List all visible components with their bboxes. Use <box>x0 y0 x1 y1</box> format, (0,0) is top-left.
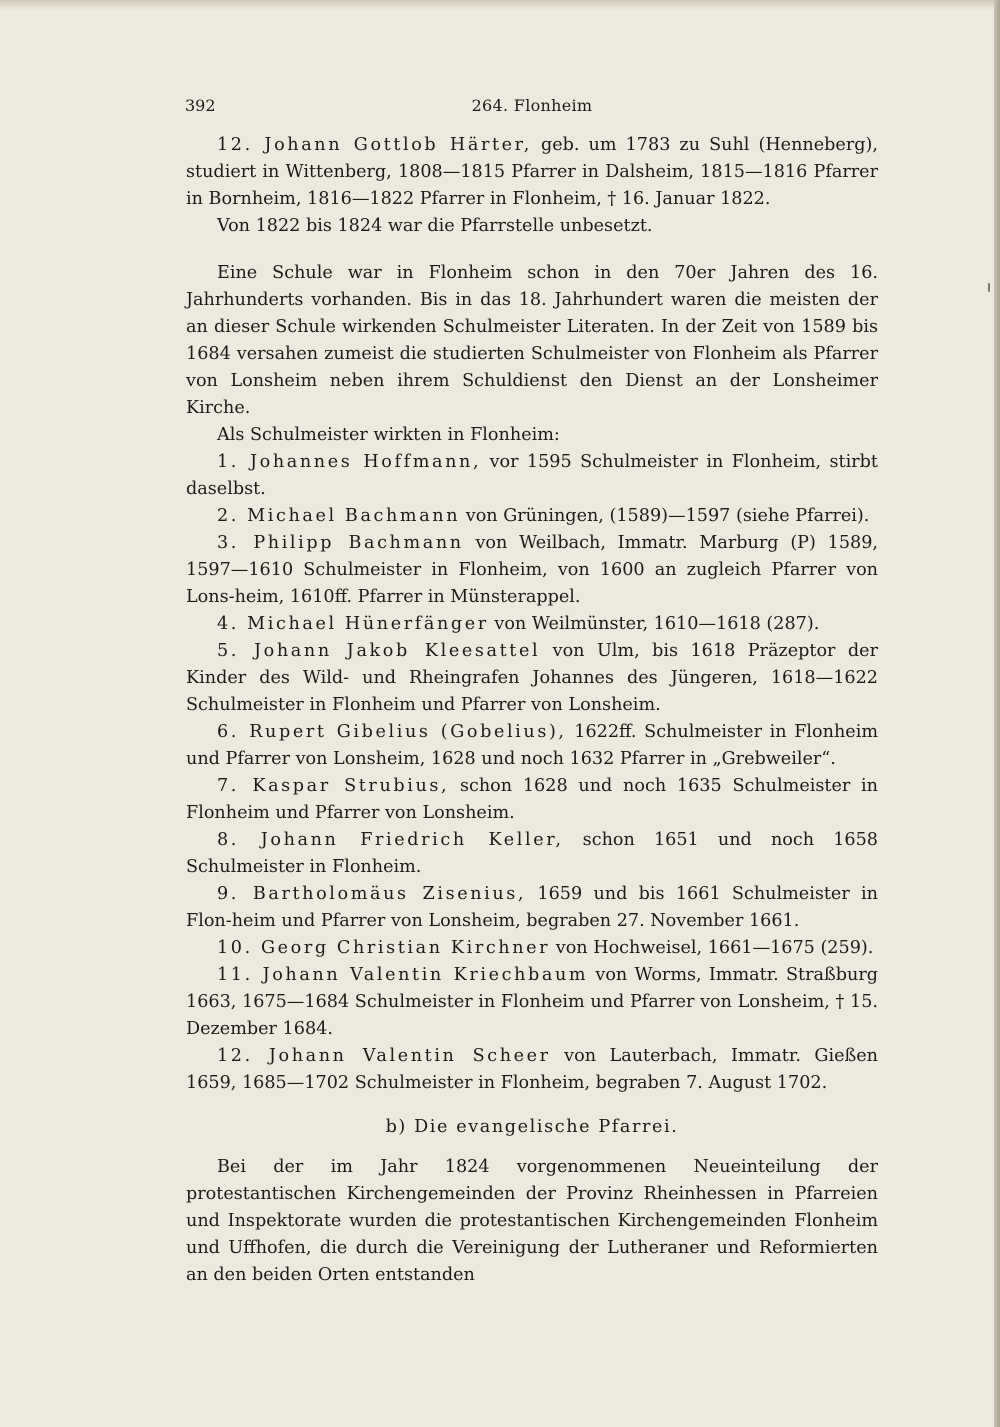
teacher-text: von Ulm, bis 1618 Präzeptor der Kinder des Wild- und Rheingrafen Johannes des Jüngeren, 1618—1622 Schulmeister in Flonheim und Pfarrer von Lonsheim. <box>186 641 878 715</box>
list-item <box>186 962 878 1043</box>
page-top-shadow <box>0 0 994 10</box>
teacher-name: 11. Johann Valentin Kriechbaum <box>217 965 589 985</box>
teachers-list <box>186 449 878 1097</box>
list-item <box>186 935 878 962</box>
list-item <box>186 719 878 773</box>
teacher-text: von Hochweisel, 1661—1675 (259). <box>550 938 874 958</box>
school-intro: Eine Schule war in Flonheim schon in den 70er Jahren des 16. Jahrhunderts vorhanden. Bis in das 18. Jahrhundert waren die meisten der an dieser Schule wirkenden Schulmeister Literaten. In der Zeit von 1589 bis 1684 versahen zumeist die studierten Schulmeister von Flonheim als Pfarrer von Lonsheim neben ihrem Schuldienst den Dienst an der Lonsheimer Kirche. <box>186 263 878 418</box>
section-heading: b) Die evangelische Pfarrei. <box>385 1117 679 1137</box>
teacher-name: 10. Georg Christian Kirchner <box>217 938 551 958</box>
teacher-name: 12. Johann Valentin Scheer <box>217 1046 551 1066</box>
teacher-text: von Grüningen, (1589)—1597 (siehe Pfarrei). <box>460 506 870 526</box>
teacher-name: 9. Bartholomäus Zisenius, <box>217 884 527 904</box>
teacher-name: 5. Johann Jakob Kleesattel <box>217 641 541 661</box>
teacher-text: schon 1628 und noch 1635 Schulmeister in Flonheim und Pfarrer von Lonsheim. <box>186 776 878 823</box>
teacher-text: 1622ff. Schulmeister in Flonheim und Pfarrer von Lonsheim, 1628 und noch 1632 Pfarrer in „Grebweiler“. <box>186 722 879 769</box>
running-title: 264. Flonheim <box>471 96 593 115</box>
pastor-entry <box>186 132 878 213</box>
teacher-text: von Lauterbach, Immatr. Gießen 1659, 1685—1702 Schulmeister in Flonheim, begraben 7. August 1702. <box>186 1046 878 1093</box>
teacher-name: 1. Johannes Hoffmann, <box>217 452 482 472</box>
teachers-heading: Als Schulmeister wirkten in Flonheim: <box>217 425 560 445</box>
vacancy-note: Von 1822 bis 1824 war die Pfarrstelle unbesetzt. <box>217 216 653 236</box>
teacher-name: 7. Kaspar Strubius, <box>217 776 450 796</box>
teacher-text: von Weilmünster, 1610—1618 (287). <box>488 614 820 634</box>
teacher-text: schon 1651 und noch 1658 Schulmeister in Flonheim. <box>186 830 878 877</box>
pastor-text: geb. um 1783 zu Suhl (Henneberg), studiert in Wittenberg, 1808—1815 Pfarrer in Dalsheim, 1815—1816 Pfarrer in Bornheim, 1816—1822 Pfarrer in Flonheim, † 16. Januar 1822. <box>186 135 878 209</box>
list-item <box>186 1043 878 1097</box>
teacher-text: von Worms, Immatr. Straßburg 1663, 1675—1684 Schulmeister in Flonheim und Pfarrer von Lonsheim, † 15. Dezember 1684. <box>186 965 879 1039</box>
page-content <box>186 92 878 1289</box>
teacher-name: 4. Michael Hünerfänger <box>217 614 489 634</box>
section-body: Bei der im Jahr 1824 vorgenommenen Neueinteilung der protestantischen Kirchengemeinden der Provinz Rheinhessen in Pfarreien und Inspektorate wurden die protestantischen Kirchengemeinden Flonheim und Uffhofen, die durch die Vereinigung der Lutheraner und Reformierten an den beiden Orten entstanden <box>186 1157 878 1285</box>
teacher-text: 1659 und bis 1661 Schulmeister in Flon-heim und Pfarrer von Lonsheim, begraben 27. November 1661. <box>186 884 878 931</box>
teacher-name: 6. Rupert Gibelius (Gobelius), <box>217 722 567 742</box>
scan-speck <box>988 283 990 292</box>
list-item <box>186 773 878 827</box>
list-item <box>186 503 878 530</box>
page-right-edge <box>994 0 1000 1427</box>
page-number: 392 <box>185 96 216 115</box>
list-item <box>186 611 878 638</box>
pastor-name: 12. Johann Gottlob Härter, <box>217 135 532 155</box>
teacher-text: von Weilbach, Immatr. Marburg (P) 1589, 1597—1610 Schulmeister in Flonheim, von 1600 an zugleich Pfarrer von Lons-heim, 1610ff. Pfarrer in Münsterappel. <box>186 533 878 607</box>
list-item <box>186 638 878 719</box>
teacher-text: vor 1595 Schulmeister in Flonheim, stirbt daselbst. <box>186 452 878 499</box>
list-item <box>186 530 878 611</box>
list-item <box>186 449 878 503</box>
list-item <box>186 881 878 935</box>
list-item <box>186 827 878 881</box>
page-header <box>186 92 878 118</box>
teacher-name: 8. Johann Friedrich Keller, <box>217 830 564 850</box>
teacher-name: 3. Philipp Bachmann <box>217 533 464 553</box>
teacher-name: 2. Michael Bachmann <box>217 506 461 526</box>
